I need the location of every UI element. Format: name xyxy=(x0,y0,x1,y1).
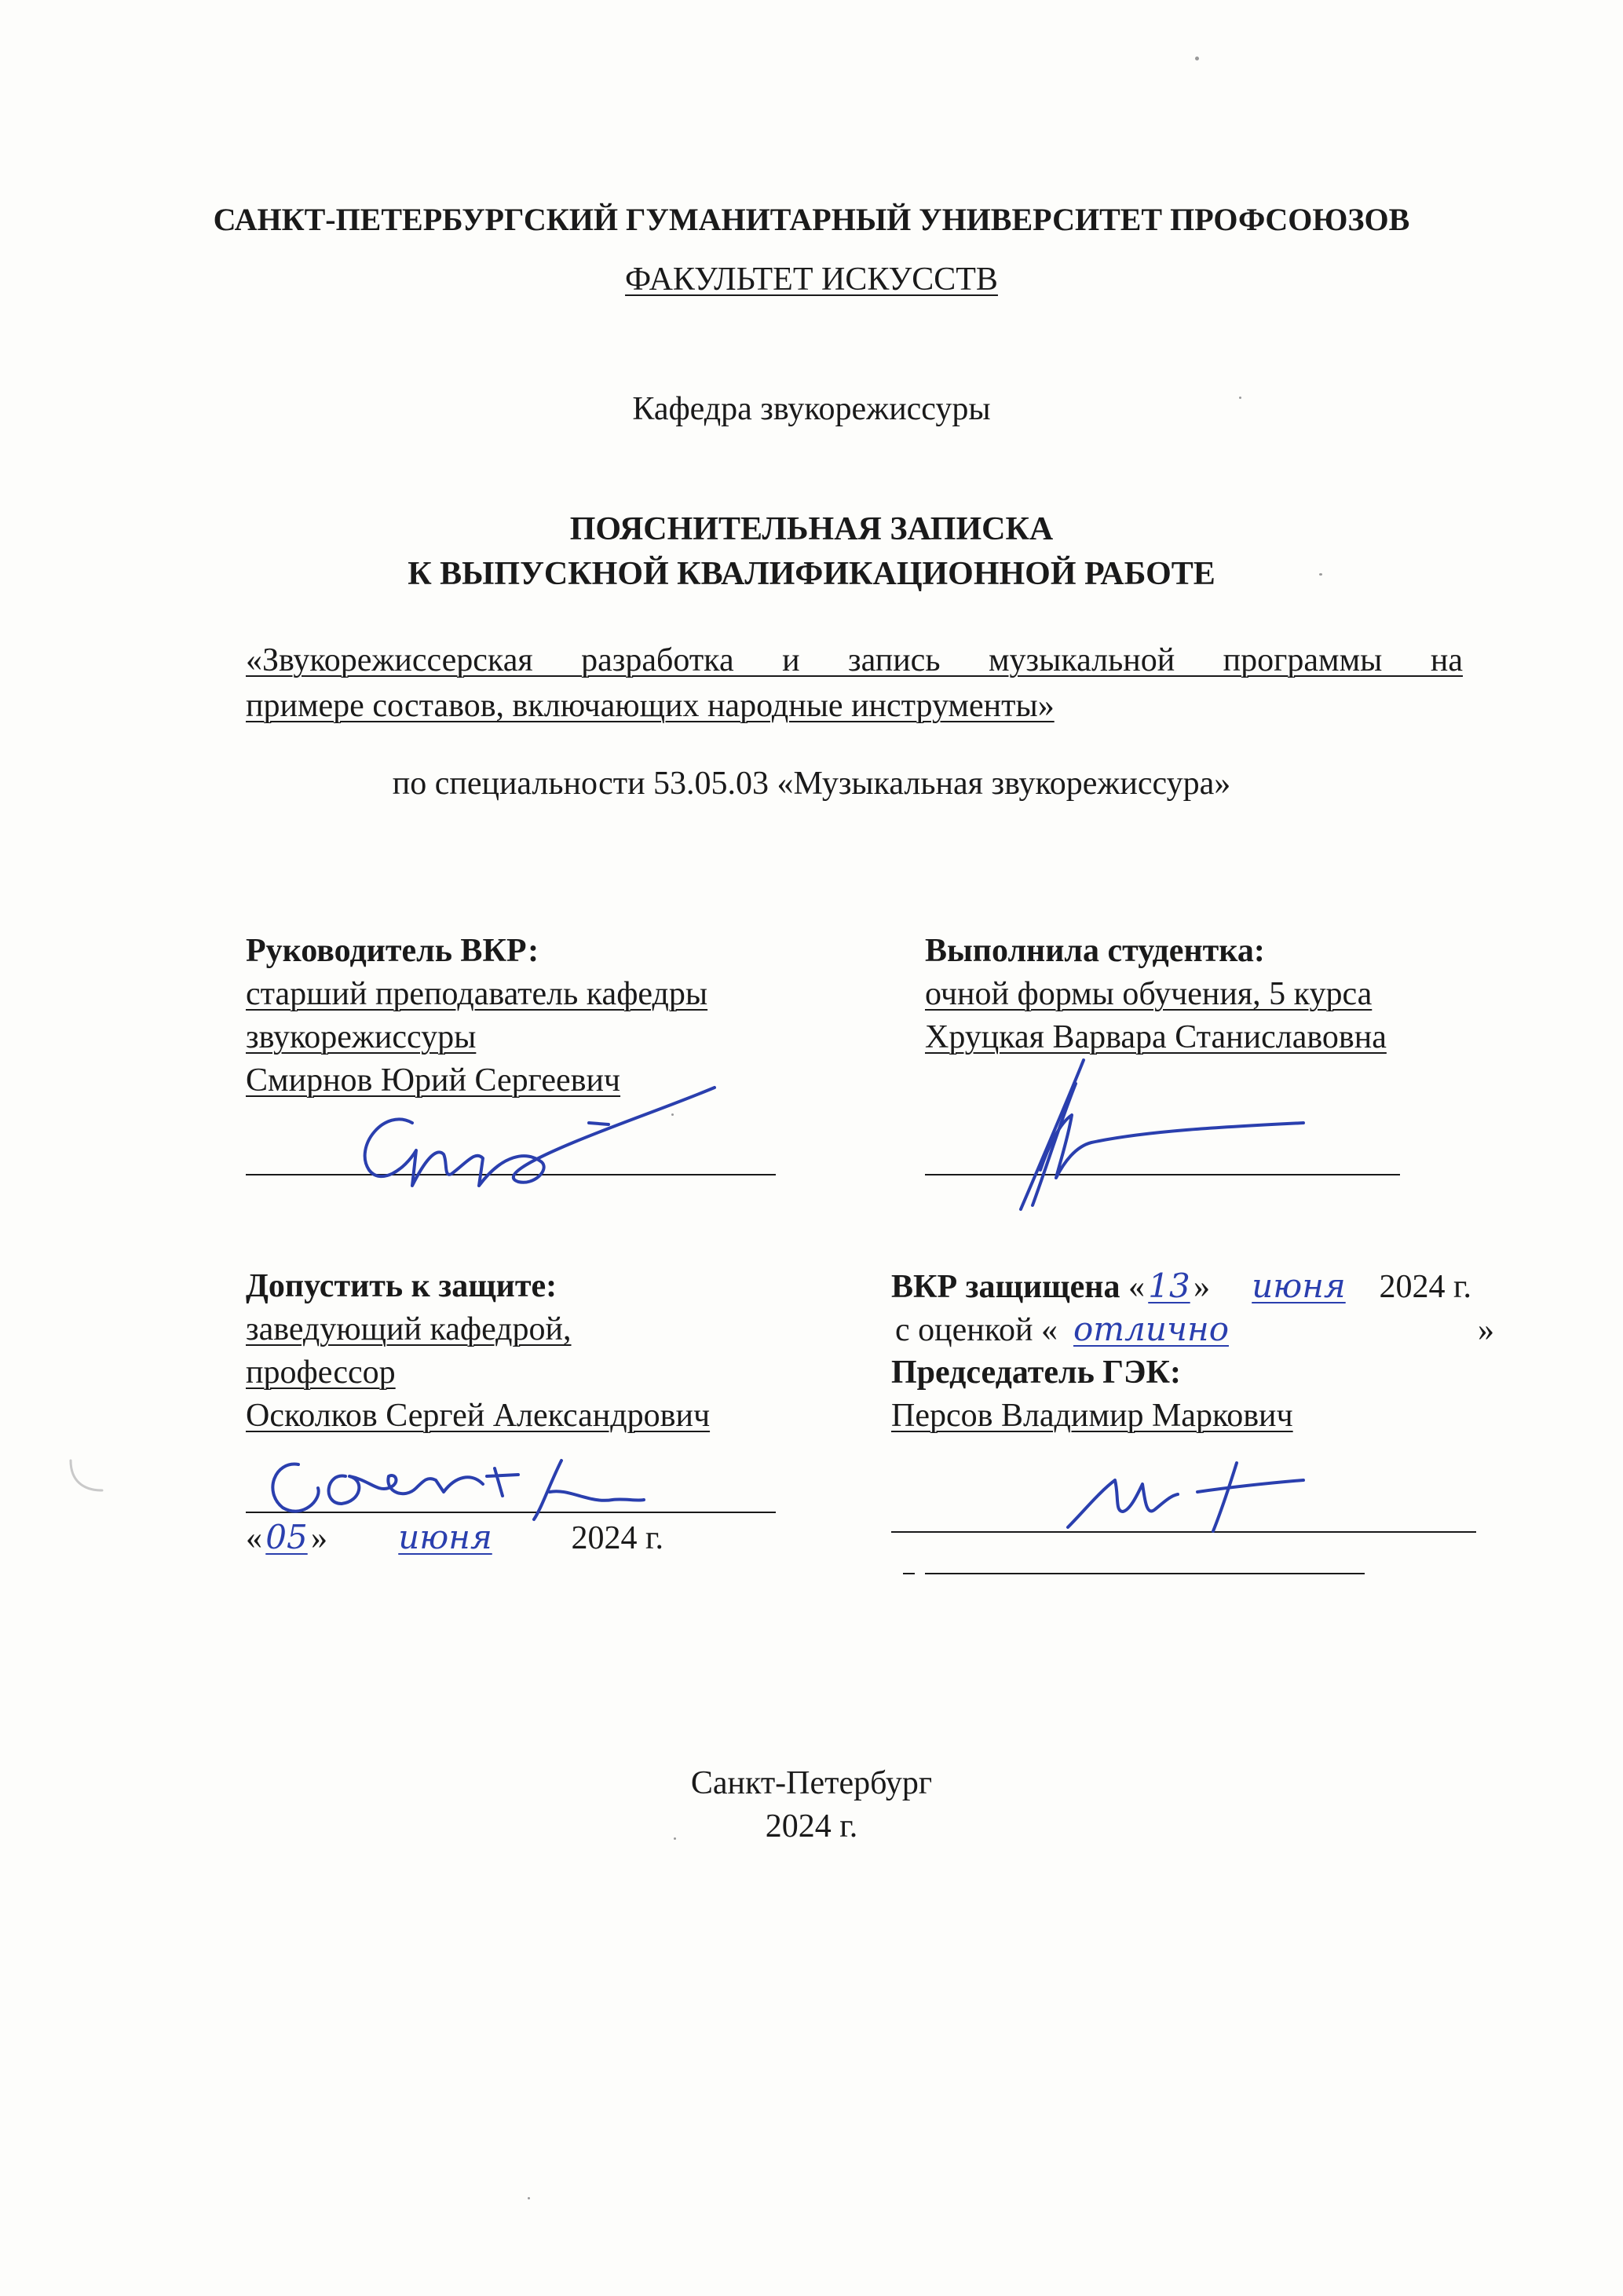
chair-signature xyxy=(1052,1457,1319,1543)
defense-month: июня xyxy=(1252,1267,1346,1305)
scan-speck xyxy=(674,1837,676,1840)
chair-heading: Председатель ГЭК: xyxy=(891,1355,1181,1391)
defense-date xyxy=(891,1266,1471,1307)
topic-line2-text: примере составов, включающих народные инструменты» xyxy=(246,688,1055,724)
footer-city: Санкт-Петербург xyxy=(690,1765,933,1801)
grade-open-quote: « xyxy=(1041,1312,1058,1348)
defense-grade xyxy=(895,1309,1494,1351)
footer-year: 2024 г. xyxy=(765,1808,858,1844)
student-info-text: очной формы обучения, 5 курса xyxy=(925,976,1373,1012)
student-signature xyxy=(974,1052,1382,1217)
scan-shadow-left xyxy=(63,1453,110,1500)
defense-close-quote: » xyxy=(1193,1269,1210,1305)
chair-second-line-dash xyxy=(903,1573,915,1574)
admission-date-year: 2024 г. xyxy=(571,1520,663,1556)
scan-speck xyxy=(671,1113,674,1116)
supervisor-name-text: Смирнов Юрий Сергеевич xyxy=(246,1062,621,1099)
document-title-line1: ПОЯСНИТЕЛЬНАЯ ЗАПИСКА xyxy=(569,511,1054,547)
admission-date-close-quote: » xyxy=(311,1520,327,1556)
defense-day: 13 xyxy=(1148,1267,1190,1305)
admission-date xyxy=(246,1517,795,1559)
document-title-line2: К ВЫПУСКНОЙ КВАЛИФИКАЦИОННОЙ РАБОТЕ xyxy=(408,556,1215,592)
supervisor-signature xyxy=(338,1076,730,1201)
admission-date-open-quote: « xyxy=(246,1520,262,1556)
supervisor-position-line1-text: старший преподаватель кафедры xyxy=(246,976,708,1012)
supervisor-heading: Руководитель ВКР: xyxy=(246,933,539,969)
defense-label: ВКР защищена xyxy=(891,1269,1120,1305)
student-heading: Выполнила студентка: xyxy=(925,933,1265,969)
admission-name-text: Осколков Сергей Александрович xyxy=(246,1398,711,1434)
admission-heading: Допустить к защите: xyxy=(246,1268,557,1304)
topic-line2 xyxy=(246,686,1463,726)
admission-date-month: июня xyxy=(398,1518,492,1556)
supervisor-position-line1 xyxy=(246,974,707,1015)
grade-label: с оценкой xyxy=(895,1312,1033,1348)
supervisor-position-line2-text: звукорежиссуры xyxy=(246,1019,477,1055)
chair-name-text: Персов Владимир Маркович xyxy=(891,1398,1293,1434)
university-name: САНКТ-ПЕТЕРБУРГСКИЙ ГУМАНИТАРНЫЙ УНИВЕРСИТЕТ ПРОФСОЮЗОВ xyxy=(213,202,1410,237)
faculty-name xyxy=(0,259,1623,300)
topic-line1-text: «Звукорежиссерская разработка и запись музыкальной программы на xyxy=(246,642,1463,678)
scan-speck xyxy=(1319,573,1322,576)
student-info xyxy=(925,974,1372,1015)
admission-name xyxy=(246,1395,710,1436)
admission-position-line2 xyxy=(246,1352,396,1393)
admission-position-line2-text: профессор xyxy=(246,1355,396,1391)
defense-year: 2024 г. xyxy=(1379,1269,1471,1305)
specialty: по специальности 53.05.03 «Музыкальная звукорежиссура» xyxy=(392,766,1231,802)
faculty-name-text: ФАКУЛЬТЕТ ИСКУССТВ xyxy=(625,261,998,298)
admission-position-line1-text: заведующий кафедрой, xyxy=(246,1311,572,1347)
chair-second-line xyxy=(925,1573,1365,1574)
admission-date-day: 05 xyxy=(265,1518,308,1556)
admission-position-line1 xyxy=(246,1309,572,1350)
scan-speck xyxy=(1239,397,1241,399)
department-name: Кафедра звукорежиссуры xyxy=(632,391,991,427)
grade-value: отлично xyxy=(1073,1310,1229,1348)
defense-open-quote: « xyxy=(1128,1269,1145,1305)
chair-name xyxy=(891,1395,1293,1436)
topic-line1 xyxy=(246,640,1463,681)
supervisor-position-line2 xyxy=(246,1017,476,1058)
scan-speck xyxy=(528,2197,530,2199)
grade-close-quote: » xyxy=(1478,1312,1494,1348)
student-name-text: Хруцкая Варвара Станиславовна xyxy=(925,1019,1387,1055)
scan-speck xyxy=(1195,57,1199,60)
